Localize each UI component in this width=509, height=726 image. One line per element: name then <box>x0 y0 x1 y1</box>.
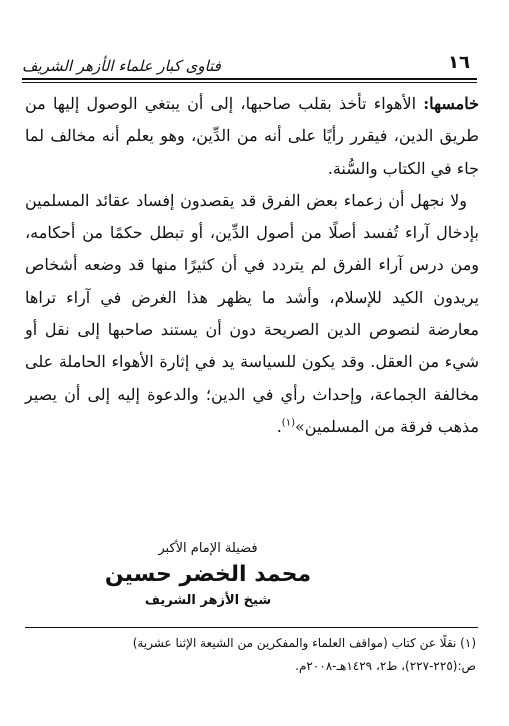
footnote-line-2: ص:(٢٢٥-٢٢٧)، ط٢، ١٤٢٩هـ-٢٠٠٨م. <box>295 659 476 673</box>
footnote-rule <box>25 627 478 628</box>
signature-block <box>68 538 348 612</box>
signature-title: فضيلة الإمام الأكبر <box>158 541 258 556</box>
running-title: فتاوى كبار علماء الأزهر الشريف <box>22 57 221 75</box>
main-text <box>25 88 479 443</box>
footnote-reference[interactable]: (١) <box>281 417 295 429</box>
header-rule <box>22 78 477 83</box>
paragraph-2-end: . <box>276 416 282 436</box>
paragraph-2-text: ولا نجهل أن زعماء بعض الفرق قد يقصدون إفساد عقائد المسلمين بإدخال آراء تُفسد أصلًا من أصول الدِّين، أو تبطل حكمًا من أحكامه، ومن درس آراء الفرق لم يتردد في أن كثيرًا منها قد وضعه أشخاص يريدون الكيد للإسلام، وأشد ما يظهر هذا الغرض في آراء تراها معارضة لنصوص الدين الصريحة دون أن يستند صاحبها إلى نقل أو شيء من العقل. وقد يكون للسياسة يد في إثارة الأهواء الحاملة على مخالفة الجماعة، وإحداث رأي في الدين؛ والدعوة إليه إلى أن يصير مذهب فرقة من المسلمين» <box>25 190 479 436</box>
paragraph-1-lead: خامسها: <box>423 94 479 113</box>
page-number: ١٦ <box>448 52 470 73</box>
signature-name: محمد الخضر حسين <box>104 562 312 587</box>
footnote-line-1: (١) نقلًا عن كتاب (مواقف العلماء والمفكرين من الشيعة الإثنا عشرية) <box>132 636 476 650</box>
paragraph-2 <box>25 185 479 443</box>
footnote <box>28 632 476 678</box>
signature-role: شيخ الأزهر الشريف <box>144 593 272 608</box>
paragraph-1 <box>25 88 479 185</box>
paragraph-1-text: الأهواء تأخذ بقلب صاحبها، إلى أن يبتغي الوصول إليها من طريق الدين، فيقرر رأيًا على أنه من الدِّين، وهو يعلم أنه مخالف لما جاء في الكتاب والسُّنة. <box>25 94 479 178</box>
